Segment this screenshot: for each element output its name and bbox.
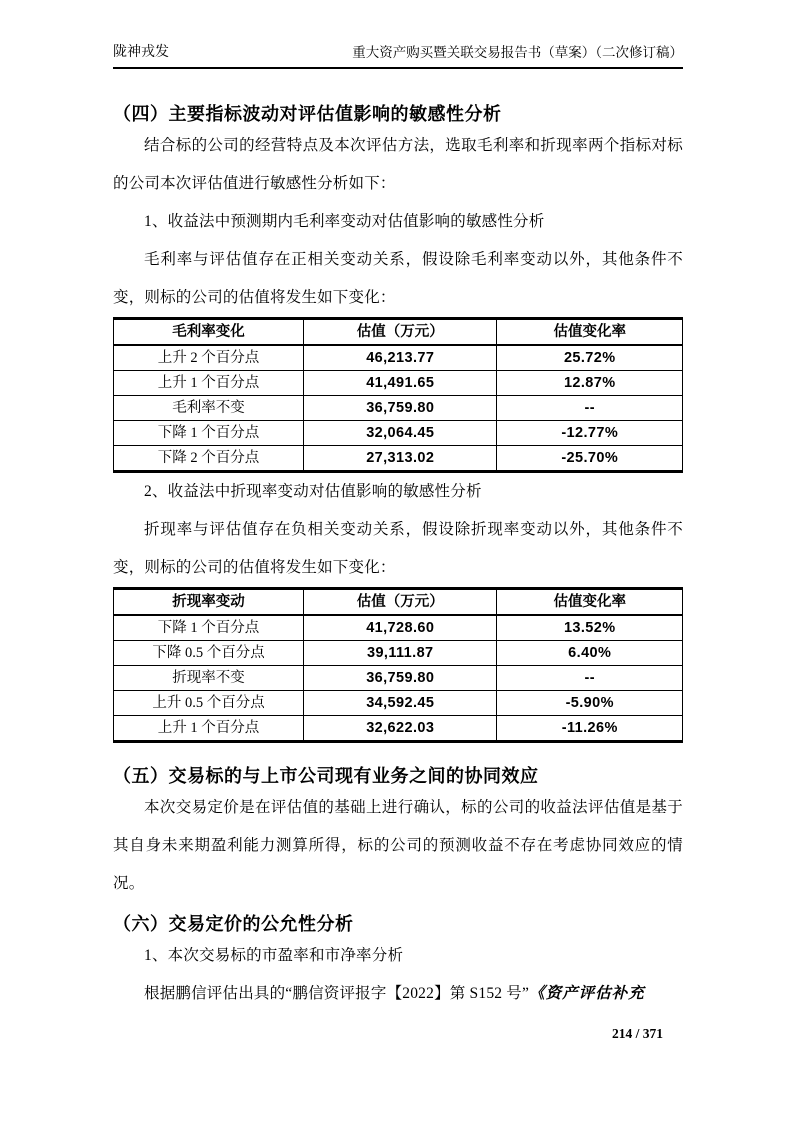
table-cell-change: -12.77% bbox=[497, 421, 683, 446]
section5-paragraph: 本次交易定价是在评估值的基础上进行确认，标的公司的收益法评估值是基于其自身未来期盈利能力测算所得，标的公司的预测收益不存在考虑协同效应的情况。 bbox=[113, 799, 683, 892]
table-row bbox=[114, 371, 683, 396]
table-cell-change: -- bbox=[497, 396, 683, 421]
table-row bbox=[114, 666, 683, 691]
table-row bbox=[114, 691, 683, 716]
section4-heading: （四）主要指标波动对评估值影响的敏感性分析 bbox=[113, 104, 502, 124]
section5-heading: （五）交易标的与上市公司现有业务之间的协同效应 bbox=[113, 766, 539, 786]
table-row bbox=[114, 446, 683, 472]
table-header-row bbox=[114, 319, 683, 346]
column-header: 估值变化率 bbox=[497, 319, 683, 346]
table-cell-change: 12.87% bbox=[497, 371, 683, 396]
column-header: 折现率变动 bbox=[114, 589, 304, 616]
table-row bbox=[114, 716, 683, 742]
table-cell-label: 上升 2 个百分点 bbox=[114, 345, 304, 371]
table-cell-value: 41,728.60 bbox=[304, 615, 497, 641]
table-row bbox=[114, 421, 683, 446]
section6-paragraph bbox=[113, 975, 683, 1013]
column-header: 估值变化率 bbox=[497, 589, 683, 616]
table-cell-label: 上升 1 个百分点 bbox=[114, 371, 304, 396]
table-cell-change: -11.26% bbox=[497, 716, 683, 742]
table-row bbox=[114, 345, 683, 371]
section4-item1-description: 毛利率与评估值存在正相关变动关系，假设除毛利率变动以外，其他条件不变，则标的公司的估值将发生如下变化： bbox=[113, 251, 683, 306]
table-cell-change: 25.72% bbox=[497, 345, 683, 371]
table-cell-label: 折现率不变 bbox=[114, 666, 304, 691]
header-doc-title: 重大资产购买暨关联交易报告书（草案）（二次修订稿） bbox=[352, 45, 683, 60]
table-row bbox=[114, 396, 683, 421]
section4-intro-paragraph: 结合标的公司的经营特点及本次评估方法，选取毛利率和折现率两个指标对标的公司本次评估值进行敏感性分析如下： bbox=[113, 137, 683, 192]
section6-paragraph-emphasis: 《资产评估补充 bbox=[529, 985, 645, 1002]
section6-paragraph-normal: 根据鹏信评估出具的“鹏信资评报字【2022】第 S152 号” bbox=[144, 985, 530, 1002]
section4-item2-description: 折现率与评估值存在负相关变动关系，假设除折现率变动以外，其他条件不变，则标的公司的估值将发生如下变化： bbox=[113, 521, 683, 576]
table-cell-label: 下降 1 个百分点 bbox=[114, 421, 304, 446]
table-row bbox=[114, 615, 683, 641]
table-cell-value: 32,622.03 bbox=[304, 716, 497, 742]
table-cell-label: 下降 2 个百分点 bbox=[114, 446, 304, 472]
section6-heading: （六）交易定价的公允性分析 bbox=[113, 914, 354, 934]
table-cell-value: 41,491.65 bbox=[304, 371, 497, 396]
table-cell-value: 36,759.80 bbox=[304, 666, 497, 691]
column-header: 估值（万元） bbox=[304, 589, 497, 616]
page-content bbox=[113, 101, 683, 1013]
table-cell-change: 6.40% bbox=[497, 641, 683, 666]
table-cell-label: 上升 1 个百分点 bbox=[114, 716, 304, 742]
section6-item1-title: 1、本次交易标的市盈率和市净率分析 bbox=[144, 947, 404, 964]
table-cell-value: 36,759.80 bbox=[304, 396, 497, 421]
table-cell-label: 下降 0.5 个百分点 bbox=[114, 641, 304, 666]
table-cell-change: -- bbox=[497, 666, 683, 691]
table-header-row bbox=[114, 589, 683, 616]
page-number: 214 / 371 bbox=[611, 1026, 663, 1041]
table-cell-change: -25.70% bbox=[497, 446, 683, 472]
table-cell-value: 27,313.02 bbox=[304, 446, 497, 472]
table-cell-value: 34,592.45 bbox=[304, 691, 497, 716]
section4-item1-title: 1、收益法中预测期内毛利率变动对估值影响的敏感性分析 bbox=[144, 213, 545, 230]
table-cell-label: 下降 1 个百分点 bbox=[114, 615, 304, 641]
section4-item2-title: 2、收益法中折现率变动对估值影响的敏感性分析 bbox=[144, 483, 482, 500]
column-header: 毛利率变化 bbox=[114, 319, 304, 346]
table-cell-label: 毛利率不变 bbox=[114, 396, 304, 421]
header-company-name: 陇神戎发 bbox=[113, 45, 169, 60]
column-header: 估值（万元） bbox=[304, 319, 497, 346]
table-cell-change: 13.52% bbox=[497, 615, 683, 641]
discount-rate-sensitivity-table bbox=[113, 587, 683, 743]
running-header bbox=[113, 0, 683, 69]
table-cell-change: -5.90% bbox=[497, 691, 683, 716]
table-cell-label: 上升 0.5 个百分点 bbox=[114, 691, 304, 716]
table-cell-value: 32,064.45 bbox=[304, 421, 497, 446]
table-cell-value: 39,111.87 bbox=[304, 641, 497, 666]
table-row bbox=[114, 641, 683, 666]
table-cell-value: 46,213.77 bbox=[304, 345, 497, 371]
gross-margin-sensitivity-table bbox=[113, 317, 683, 473]
